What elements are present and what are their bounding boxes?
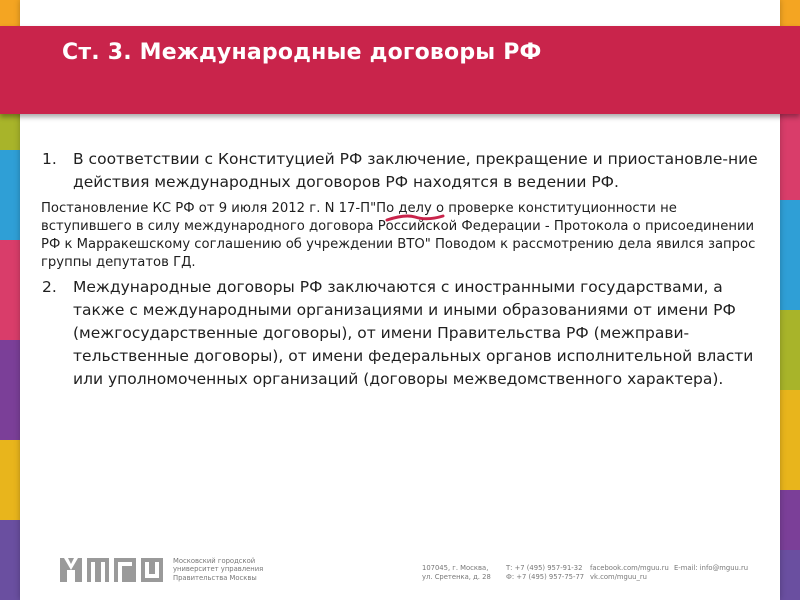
stripe (780, 490, 800, 550)
footer-email (674, 564, 748, 573)
stripe (0, 440, 20, 520)
list-item-text: Международные договоры РФ заключаются с иностранными государствами, а также с международными организациями и иными образованиями от имени РФ (межгосударственные договоры), от имени Правительства РФ (межправи-тельственные договоры), от имени федеральных органов исполнительной власти или уполномоченных организаций (договоры межведомственного характера). (73, 278, 754, 388)
logo-line: университет управления (173, 565, 264, 574)
footer-social (590, 564, 669, 583)
stripe (0, 520, 20, 600)
list-number: 1. (42, 150, 57, 168)
slide-title: Ст. 3. Международные договоры РФ (62, 40, 542, 65)
footer-address (422, 564, 491, 583)
email-link[interactable]: E-mail: info@mguu.ru (674, 564, 749, 572)
footer (60, 556, 760, 586)
address-line: ул. Сретенка, д. 28 (422, 573, 491, 582)
vk-link[interactable]: vk.com/mguu_ru (590, 573, 647, 582)
phone-line: Т: +7 (495) 957-91-32 (506, 564, 583, 572)
list-item-text: В соответствии с Конституцией РФ заключение, прекращение и приостановле-ние действия международных договоров РФ находятся в ведении РФ. (73, 150, 758, 191)
university-name (173, 557, 263, 582)
stripe (780, 390, 800, 490)
footer-phones (506, 564, 584, 583)
court-ruling-note: Постановление КС РФ от 9 июля 2012 г. N 17-П"По делу о проверке конституционности не вступившего в силу международного договора Российской Федерации - Протокола о присоединении РФ к Марракешскому соглашению об учреждении ВТО" Поводом к рассмотрению дела явился запрос группы депутатов ГД. (41, 201, 756, 270)
facebook-link[interactable]: facebook.com/mguu.ru (590, 564, 669, 572)
stripe (780, 310, 800, 390)
stripe (780, 200, 800, 310)
logo-line: Московский городской (173, 557, 256, 565)
stripe (0, 340, 20, 440)
list-item-2 (42, 276, 762, 391)
university-logo (60, 556, 164, 584)
stripe (0, 150, 20, 240)
list-number: 2. (42, 278, 57, 296)
logo-line: Правительства Москвы (173, 573, 257, 582)
address-line: 107045, г. Москва, (422, 564, 489, 572)
stripe (0, 240, 20, 340)
list-item-1 (42, 148, 762, 194)
fax-line: Ф: +7 (495) 957-75-77 (506, 573, 585, 582)
slide-content (42, 148, 762, 391)
stripe (780, 550, 800, 600)
